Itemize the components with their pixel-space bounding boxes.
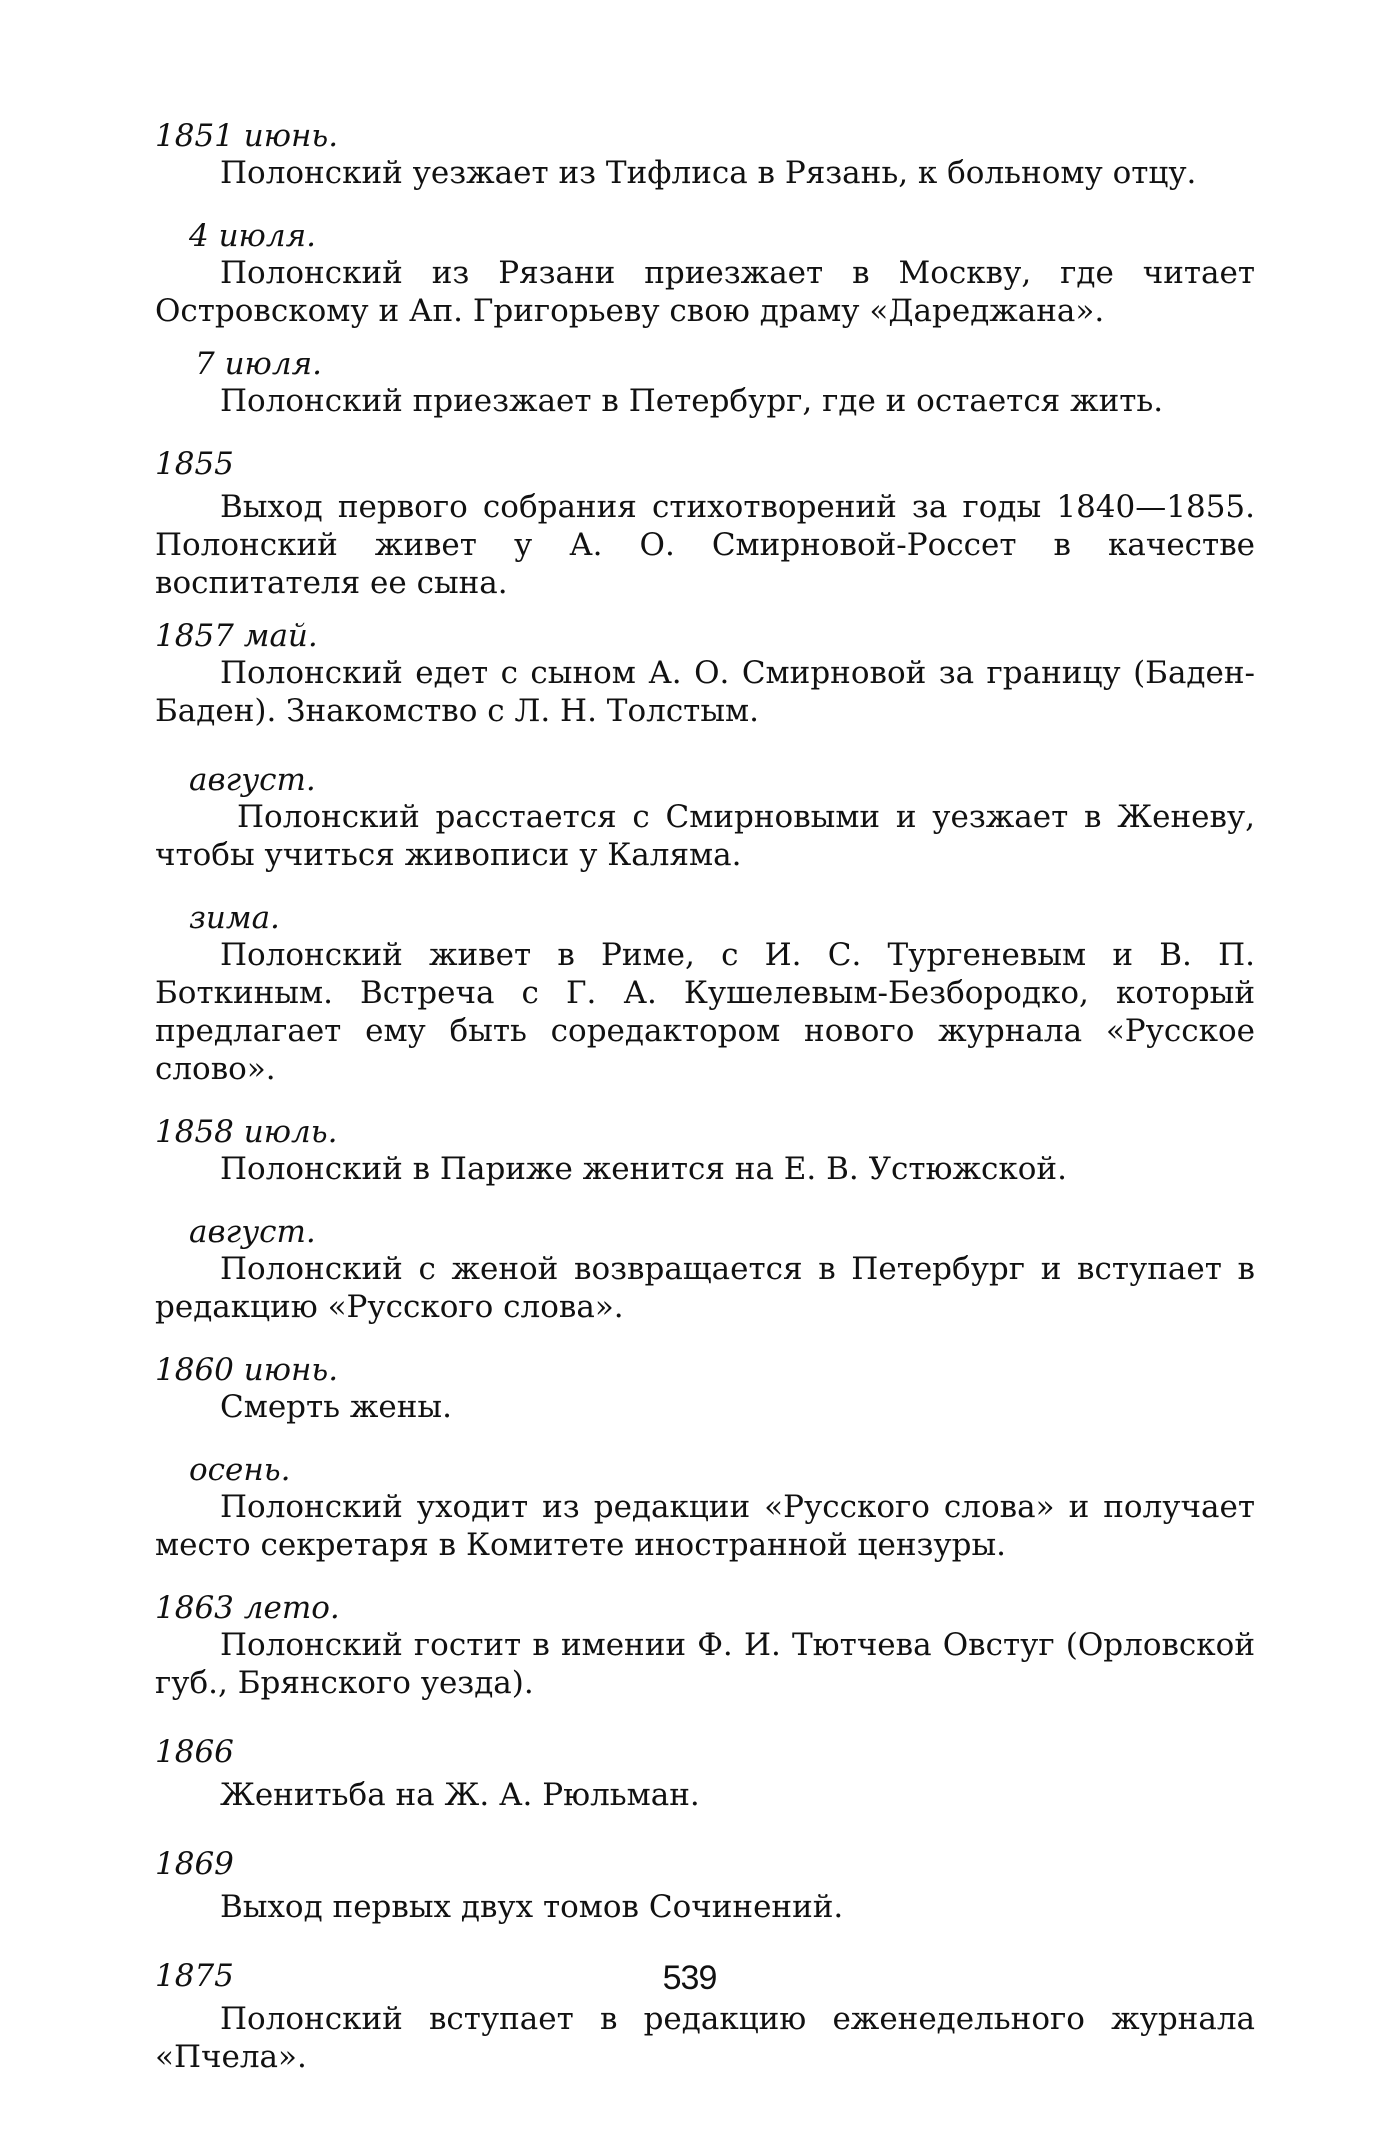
page-number: 539 [662,1959,717,1997]
chronology-entry [155,446,1255,602]
chronology-entry [155,1734,1255,1814]
entry-text: Полонский приезжает в Петербург, где и остается жить. [220,383,1164,419]
chronology-entry [155,1214,1255,1326]
chronology-entry [155,1352,1255,1426]
entry-date: 1857 май. [155,618,318,654]
entry-date: 1863 лето. [155,1590,340,1626]
entry-text: Полонский уходит из редакции «Русского слова» и получает место секретаря в Комитете иностранной цензуры. [155,1489,1255,1563]
entry-date: август. [189,1214,316,1250]
chronology-entry [155,218,1255,330]
entry-date: осень. [189,1452,291,1488]
chronology-entry [155,346,1255,420]
entry-text: Полонский живет в Риме, с И. С. Тургеневым и В. П. Боткиным. Встреча с Г. А. Кушелевым-Безбородко, который предлагает ему быть соредактором нового журнала «Русское слово». [155,937,1255,1087]
chronology-entry [155,1590,1255,1702]
entry-date: 7 июля. [195,346,322,382]
entry-date: 1855 [155,446,234,482]
entry-text: Выход первых двух томов Сочинений. [220,1889,844,1925]
entry-date: зима. [189,900,280,936]
entry-date: 1858 июль. [155,1114,338,1150]
entry-text: Выход первого собрания стихотворений за годы 1840—1855. Полонский живет у А. О. Смирновой-Россет в качестве воспитателя ее сына. [155,489,1255,601]
entry-text: Полонский вступает в редакцию еженедельного журнала «Пчела». [155,2001,1255,2075]
entry-text: Полонский уезжает из Тифлиса в Рязань, к больному отцу. [220,155,1197,191]
entry-text: Полонский с женой возвращается в Петербург и вступает в редакцию «Русского слова». [155,1251,1255,1325]
chronology-list [155,118,1255,2076]
entry-text: Полонский гостит в имении Ф. И. Тютчева Овстуг (Орловской губ., Брянского уезда). [155,1627,1255,1701]
entry-date: август. [189,762,316,798]
entry-date: 4 июля. [189,218,316,254]
entry-date: 1866 [155,1734,234,1770]
entry-text: Полонский из Рязани приезжает в Москву, где читает Островскому и Ап. Григорьеву свою драму «Дареджана». [155,255,1255,329]
chronology-entry [155,1114,1255,1188]
entry-text: Смерть жены. [220,1389,452,1425]
chronology-entry [155,900,1255,1088]
entry-date: 1875 [155,1958,234,1994]
chronology-entry [155,1452,1255,1564]
entry-text: Полонский в Париже женится на Е. В. Устюжской. [220,1151,1067,1187]
entry-date: 1851 июнь. [155,118,339,154]
chronology-entry [155,618,1255,730]
chronology-entry [155,118,1255,192]
entry-text: Полонский едет с сыном А. О. Смирновой за границу (Баден-Баден). Знакомство с Л. Н. Толстым. [155,655,1255,729]
entry-text: Женитьба на Ж. А. Рюльман. [220,1777,700,1813]
chronology-entry [155,762,1255,874]
entry-date: 1869 [155,1846,234,1882]
chronology-entry [155,1846,1255,1926]
entry-text: Полонский расстается с Смирновыми и уезжает в Женеву, чтобы учиться живописи у Каляма. [155,799,1255,873]
entry-date: 1860 июнь. [155,1352,339,1388]
